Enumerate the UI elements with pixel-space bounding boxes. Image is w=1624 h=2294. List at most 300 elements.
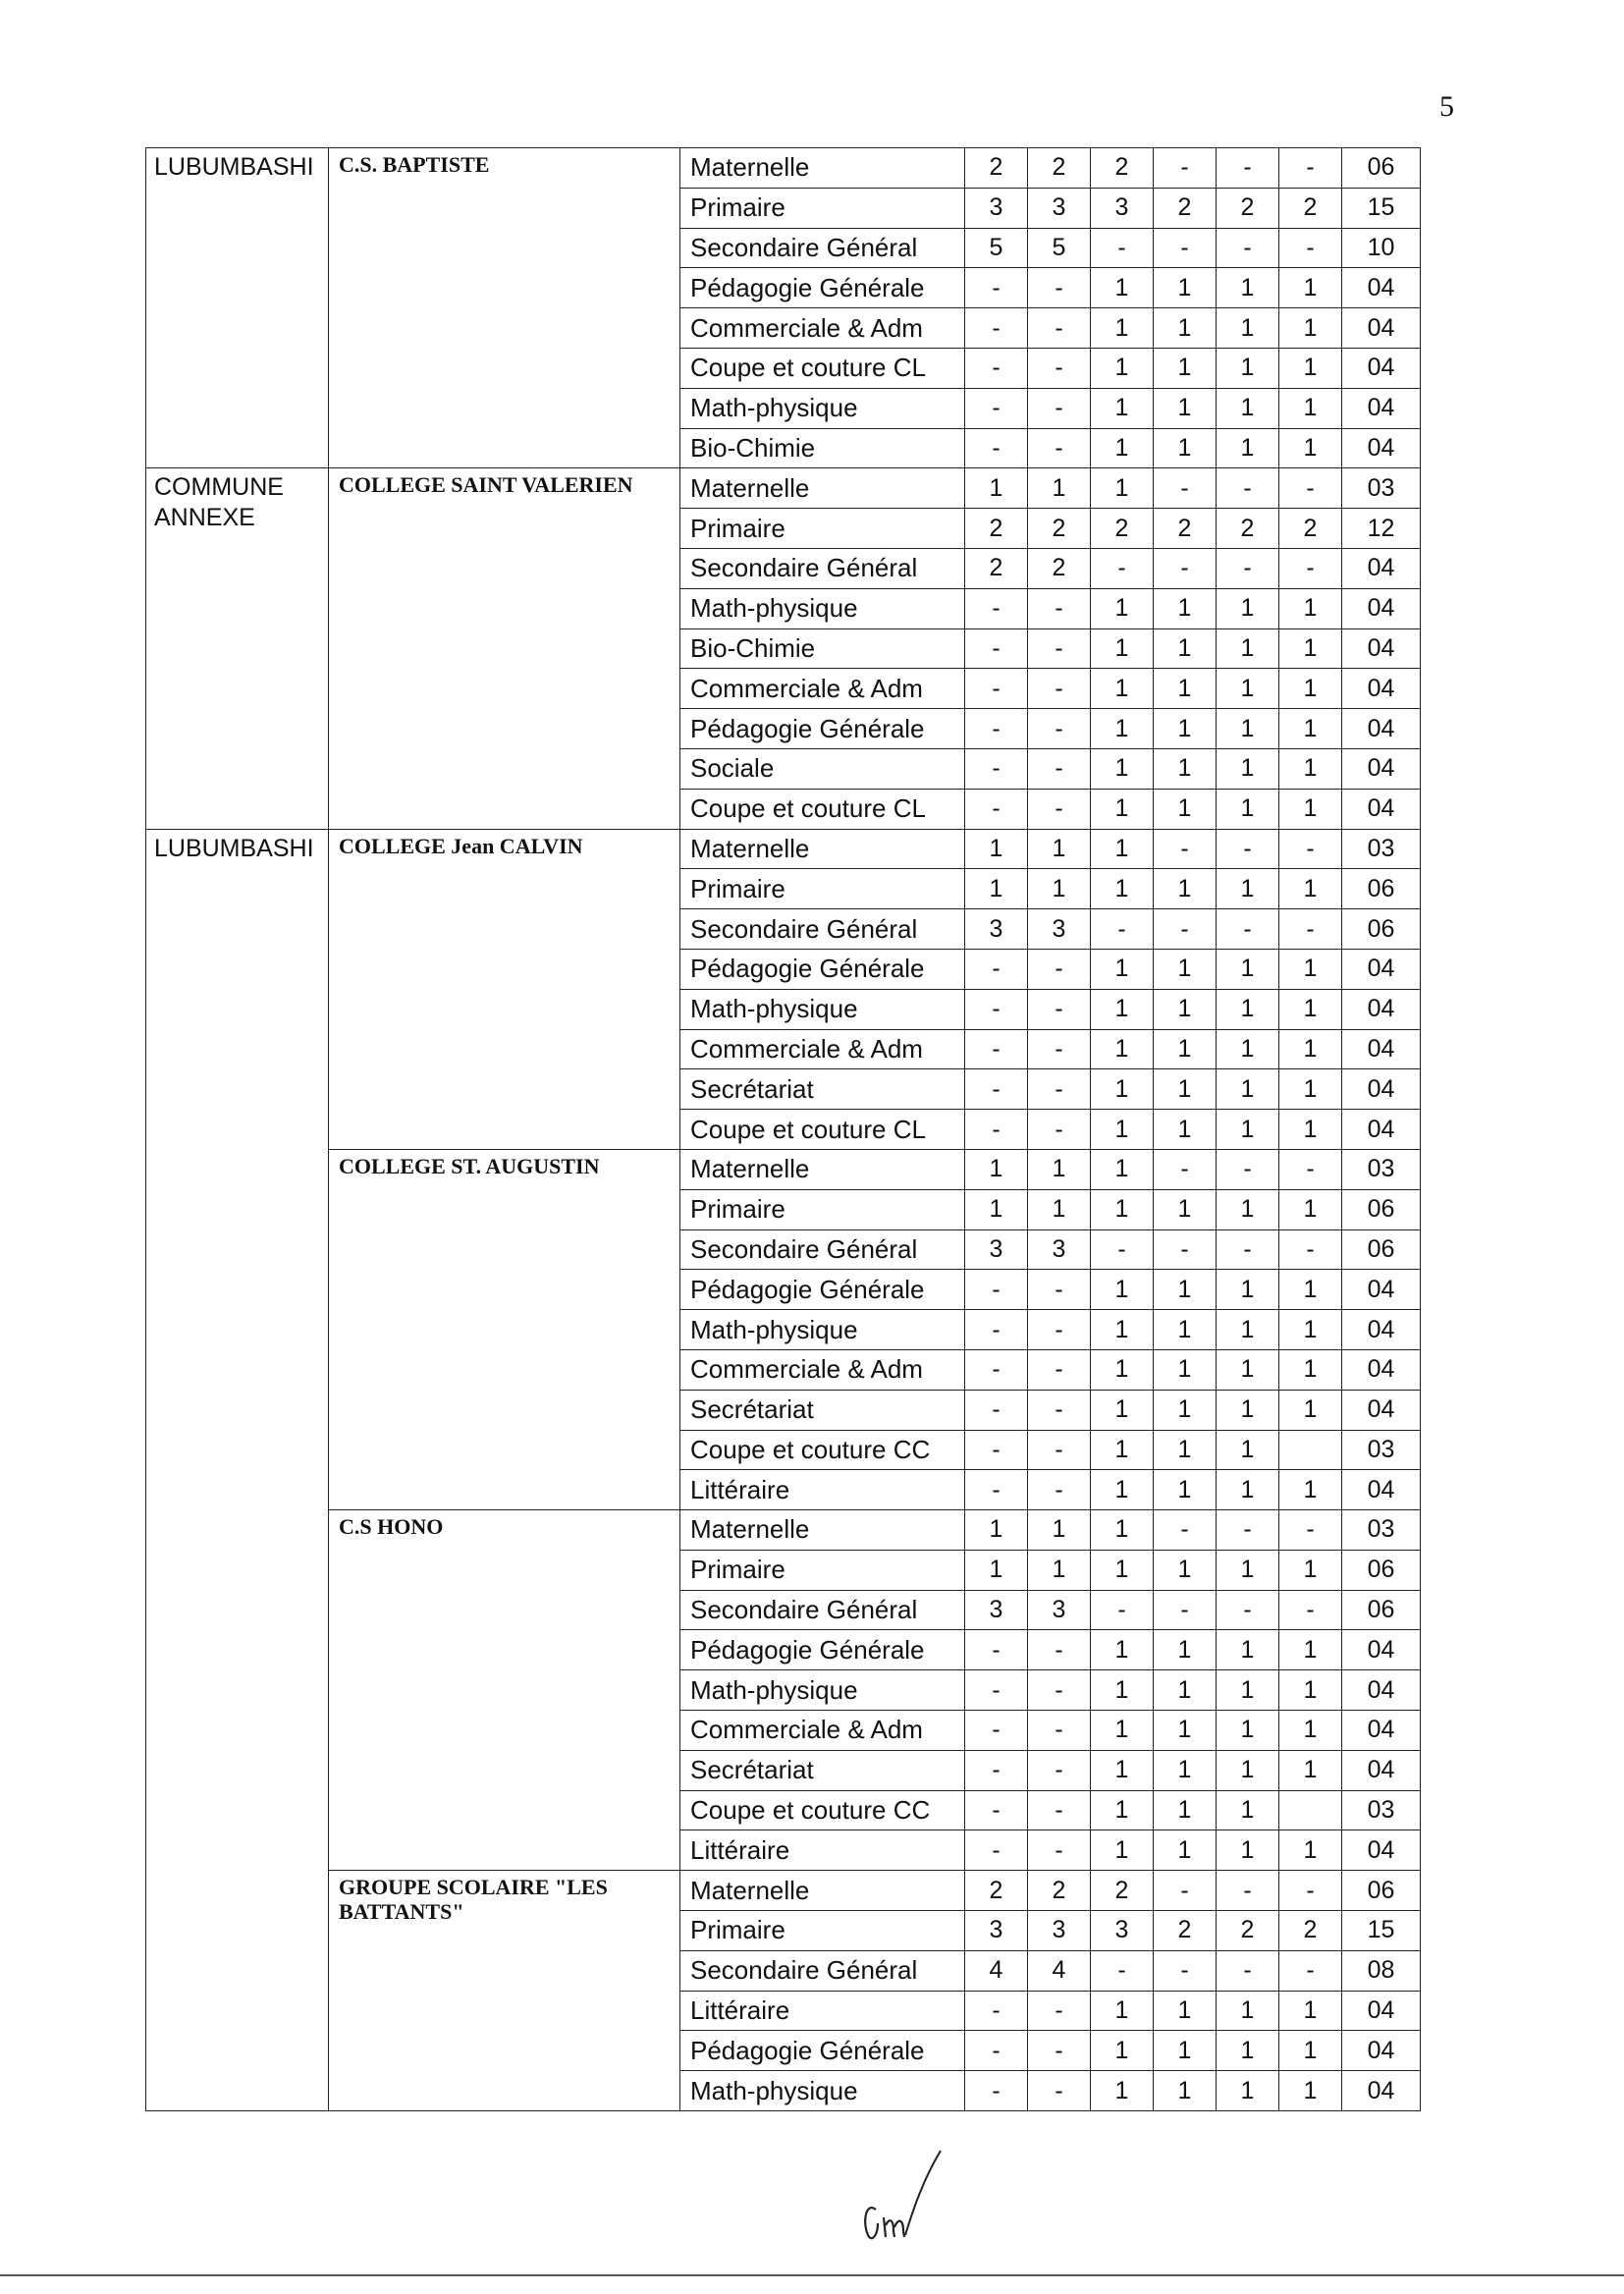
total-cell: 04: [1342, 1830, 1421, 1871]
value-cell: 1: [1028, 468, 1091, 509]
total-cell: 04: [1342, 748, 1421, 789]
value-cell: 2: [965, 548, 1028, 588]
value-cell: 1: [1091, 1149, 1154, 1189]
school-cell: C.S. BAPTISTE: [329, 148, 680, 468]
value-cell: -: [1279, 148, 1342, 189]
value-cell: -: [1217, 468, 1279, 509]
value-cell: 1: [1154, 1390, 1217, 1430]
option-cell: Coupe et couture CL: [680, 789, 965, 829]
value-cell: 1: [1154, 1550, 1217, 1590]
value-cell: 1: [1279, 989, 1342, 1029]
value-cell: 1: [1154, 1711, 1217, 1751]
value-cell: 1: [1217, 789, 1279, 829]
option-cell: Commerciale & Adm: [680, 1711, 965, 1751]
value-cell: 1: [1154, 1830, 1217, 1871]
total-cell: 04: [1342, 1029, 1421, 1069]
value-cell: 1: [1154, 1189, 1217, 1229]
total-cell: 04: [1342, 1349, 1421, 1390]
value-cell: 1: [1154, 428, 1217, 468]
value-cell: 1: [1279, 949, 1342, 989]
value-cell: -: [965, 1750, 1028, 1790]
value-cell: 1: [1217, 588, 1279, 628]
total-cell: 04: [1342, 628, 1421, 669]
total-cell: 04: [1342, 949, 1421, 989]
value-cell: 1: [965, 1510, 1028, 1551]
value-cell: 2: [1279, 188, 1342, 228]
total-cell: 06: [1342, 1871, 1421, 1911]
option-cell: Secondaire Général: [680, 1229, 965, 1270]
value-cell: -: [1028, 2071, 1091, 2111]
option-cell: Maternelle: [680, 1510, 965, 1551]
value-cell: -: [1028, 2031, 1091, 2071]
value-cell: 1: [1091, 869, 1154, 909]
value-cell: -: [1028, 1390, 1091, 1430]
total-cell: 03: [1342, 1149, 1421, 1189]
value-cell: 1: [1028, 869, 1091, 909]
value-cell: 3: [1028, 909, 1091, 950]
value-cell: 1: [1279, 1750, 1342, 1790]
value-cell: -: [965, 1630, 1028, 1670]
total-cell: 04: [1342, 2031, 1421, 2071]
value-cell: 1: [1091, 1310, 1154, 1350]
value-cell: 1: [1154, 748, 1217, 789]
option-cell: Primaire: [680, 869, 965, 909]
option-cell: Primaire: [680, 509, 965, 549]
value-cell: 1: [1091, 1630, 1154, 1670]
option-cell: Secrétariat: [680, 1069, 965, 1110]
value-cell: 1: [1217, 1430, 1279, 1470]
option-cell: Bio-Chimie: [680, 428, 965, 468]
value-cell: -: [1028, 1349, 1091, 1390]
option-cell: Secondaire Général: [680, 1950, 965, 1991]
value-cell: 5: [965, 228, 1028, 268]
value-cell: 1: [1154, 989, 1217, 1029]
value-cell: -: [1028, 1630, 1091, 1670]
value-cell: 4: [1028, 1950, 1091, 1991]
value-cell: -: [1028, 1310, 1091, 1350]
value-cell: 1: [1217, 388, 1279, 428]
value-cell: 4: [965, 1950, 1028, 1991]
value-cell: [1279, 1790, 1342, 1830]
value-cell: 1: [1217, 1991, 1279, 2031]
value-cell: -: [1028, 428, 1091, 468]
value-cell: 2: [1217, 188, 1279, 228]
value-cell: 3: [965, 909, 1028, 950]
value-cell: -: [1028, 1750, 1091, 1790]
total-cell: 04: [1342, 548, 1421, 588]
value-cell: 2: [965, 1871, 1028, 1911]
value-cell: 1: [1217, 1189, 1279, 1229]
value-cell: -: [1028, 1711, 1091, 1751]
value-cell: -: [965, 308, 1028, 349]
total-cell: 08: [1342, 1950, 1421, 1991]
value-cell: 1: [1091, 348, 1154, 388]
option-cell: Maternelle: [680, 1149, 965, 1189]
value-cell: 1: [1091, 1991, 1154, 2031]
value-cell: -: [1154, 1149, 1217, 1189]
value-cell: 1: [1091, 628, 1154, 669]
value-cell: 1: [1217, 1310, 1279, 1350]
option-cell: Secondaire Général: [680, 228, 965, 268]
value-cell: 1: [1154, 869, 1217, 909]
value-cell: 1: [1091, 1189, 1154, 1229]
value-cell: -: [1217, 829, 1279, 869]
value-cell: -: [1091, 1229, 1154, 1270]
value-cell: -: [1028, 789, 1091, 829]
total-cell: 15: [1342, 188, 1421, 228]
total-cell: 04: [1342, 1390, 1421, 1430]
value-cell: 2: [1154, 188, 1217, 228]
value-cell: -: [1091, 228, 1154, 268]
total-cell: 04: [1342, 1270, 1421, 1310]
option-cell: Primaire: [680, 1911, 965, 1951]
value-cell: 1: [1217, 1470, 1279, 1510]
value-cell: -: [965, 748, 1028, 789]
value-cell: 1: [1279, 1470, 1342, 1510]
page-number: 5: [1439, 90, 1454, 123]
option-cell: Maternelle: [680, 1871, 965, 1911]
footer-rule: [0, 2274, 1624, 2276]
value-cell: -: [1028, 1470, 1091, 1510]
value-cell: -: [1217, 1229, 1279, 1270]
value-cell: -: [1154, 829, 1217, 869]
value-cell: -: [1091, 1950, 1154, 1991]
total-cell: 04: [1342, 428, 1421, 468]
value-cell: 1: [1154, 709, 1217, 749]
value-cell: 1: [1091, 1790, 1154, 1830]
total-cell: 04: [1342, 1670, 1421, 1711]
value-cell: -: [1279, 909, 1342, 950]
option-cell: Math-physique: [680, 989, 965, 1029]
total-cell: 03: [1342, 1510, 1421, 1551]
total-cell: 06: [1342, 1550, 1421, 1590]
value-cell: -: [1028, 308, 1091, 349]
option-cell: Commerciale & Adm: [680, 1029, 965, 1069]
value-cell: -: [1154, 148, 1217, 189]
value-cell: 2: [965, 509, 1028, 549]
school-cell: C.S HONO: [329, 1510, 680, 1871]
value-cell: 1: [1091, 949, 1154, 989]
total-cell: 03: [1342, 1790, 1421, 1830]
value-cell: 1: [1279, 669, 1342, 709]
value-cell: -: [1279, 1590, 1342, 1630]
value-cell: 1: [1217, 2031, 1279, 2071]
value-cell: 1: [1028, 1510, 1091, 1551]
value-cell: -: [1028, 989, 1091, 1029]
value-cell: 1: [1154, 1470, 1217, 1510]
value-cell: 1: [1154, 1110, 1217, 1150]
value-cell: -: [1279, 468, 1342, 509]
value-cell: -: [1028, 268, 1091, 308]
option-cell: Sociale: [680, 748, 965, 789]
table-row: [146, 1149, 1421, 1189]
value-cell: -: [1028, 628, 1091, 669]
total-cell: 04: [1342, 588, 1421, 628]
value-cell: -: [1217, 148, 1279, 189]
value-cell: -: [965, 1110, 1028, 1150]
value-cell: 1: [1217, 1069, 1279, 1110]
value-cell: -: [1279, 1149, 1342, 1189]
value-cell: -: [1154, 1229, 1217, 1270]
value-cell: -: [965, 2071, 1028, 2111]
total-cell: 04: [1342, 989, 1421, 1029]
value-cell: 1: [1217, 869, 1279, 909]
option-cell: Math-physique: [680, 1310, 965, 1350]
table-row: [146, 829, 1421, 869]
value-cell: 1: [1279, 628, 1342, 669]
value-cell: 1: [1154, 348, 1217, 388]
total-cell: 04: [1342, 388, 1421, 428]
school-cell: COLLEGE ST. AUGUSTIN: [329, 1149, 680, 1509]
value-cell: 2: [1091, 1871, 1154, 1911]
value-cell: -: [1028, 1069, 1091, 1110]
value-cell: 1: [1154, 628, 1217, 669]
value-cell: 1: [1217, 1029, 1279, 1069]
value-cell: 1: [1091, 789, 1154, 829]
value-cell: 1: [1279, 1349, 1342, 1390]
value-cell: -: [1154, 228, 1217, 268]
value-cell: 1: [1091, 709, 1154, 749]
value-cell: 1: [1091, 2071, 1154, 2111]
value-cell: -: [1279, 228, 1342, 268]
value-cell: -: [1154, 468, 1217, 509]
value-cell: 1: [1091, 2031, 1154, 2071]
value-cell: -: [965, 989, 1028, 1029]
option-cell: Pédagogie Générale: [680, 1270, 965, 1310]
value-cell: 1: [1279, 1830, 1342, 1871]
schools-table: [145, 147, 1421, 2111]
value-cell: -: [965, 1991, 1028, 2031]
total-cell: 06: [1342, 909, 1421, 950]
value-cell: -: [965, 1310, 1028, 1350]
value-cell: 2: [1028, 548, 1091, 588]
value-cell: 1: [1091, 468, 1154, 509]
value-cell: 3: [1028, 1229, 1091, 1270]
value-cell: 1: [1154, 1069, 1217, 1110]
option-cell: Littéraire: [680, 1830, 965, 1871]
value-cell: -: [965, 1670, 1028, 1711]
total-cell: 15: [1342, 1911, 1421, 1951]
value-cell: -: [965, 628, 1028, 669]
value-cell: 3: [1091, 188, 1154, 228]
option-cell: Secrétariat: [680, 1390, 965, 1430]
value-cell: -: [1217, 1510, 1279, 1551]
option-cell: Maternelle: [680, 148, 965, 189]
value-cell: -: [1028, 348, 1091, 388]
total-cell: 04: [1342, 308, 1421, 349]
value-cell: 2: [1028, 148, 1091, 189]
value-cell: -: [965, 348, 1028, 388]
value-cell: 1: [1091, 1670, 1154, 1711]
value-cell: 1: [1154, 388, 1217, 428]
school-cell: COLLEGE Jean CALVIN: [329, 829, 680, 1149]
table-row: [146, 1871, 1421, 1911]
value-cell: 1: [1091, 1430, 1154, 1470]
total-cell: 04: [1342, 268, 1421, 308]
value-cell: 3: [1028, 1590, 1091, 1630]
total-cell: 10: [1342, 228, 1421, 268]
value-cell: 1: [1154, 789, 1217, 829]
option-cell: Littéraire: [680, 1991, 965, 2031]
value-cell: 1: [1279, 1029, 1342, 1069]
value-cell: 1: [1091, 1510, 1154, 1551]
value-cell: -: [1091, 548, 1154, 588]
option-cell: Commerciale & Adm: [680, 1349, 965, 1390]
value-cell: 1: [1091, 588, 1154, 628]
value-cell: 1: [1279, 709, 1342, 749]
value-cell: -: [1028, 1670, 1091, 1711]
option-cell: Pédagogie Générale: [680, 268, 965, 308]
value-cell: -: [1154, 548, 1217, 588]
value-cell: 3: [965, 188, 1028, 228]
value-cell: 1: [1028, 1149, 1091, 1189]
value-cell: -: [1217, 909, 1279, 950]
value-cell: 1: [1154, 1349, 1217, 1390]
value-cell: 1: [1154, 1750, 1217, 1790]
value-cell: 1: [1028, 1550, 1091, 1590]
table-row: [146, 468, 1421, 509]
value-cell: 1: [1091, 1349, 1154, 1390]
option-cell: Secrétariat: [680, 1750, 965, 1790]
signature-mark: [844, 2141, 982, 2249]
total-cell: 06: [1342, 1229, 1421, 1270]
value-cell: 1: [1217, 1390, 1279, 1430]
value-cell: 1: [1154, 1790, 1217, 1830]
value-cell: 1: [1154, 1630, 1217, 1670]
value-cell: -: [1028, 1430, 1091, 1470]
value-cell: -: [1154, 1871, 1217, 1911]
value-cell: 3: [965, 1229, 1028, 1270]
value-cell: 1: [1154, 1029, 1217, 1069]
value-cell: 1: [1154, 1991, 1217, 2031]
value-cell: 2: [1217, 509, 1279, 549]
option-cell: Math-physique: [680, 388, 965, 428]
option-cell: Pédagogie Générale: [680, 709, 965, 749]
value-cell: 1: [1279, 1189, 1342, 1229]
value-cell: -: [1091, 1590, 1154, 1630]
value-cell: -: [1154, 1950, 1217, 1991]
value-cell: -: [965, 669, 1028, 709]
value-cell: 1: [1154, 1430, 1217, 1470]
value-cell: -: [1028, 949, 1091, 989]
value-cell: 5: [1028, 228, 1091, 268]
value-cell: 3: [965, 1911, 1028, 1951]
value-cell: 2: [965, 148, 1028, 189]
value-cell: -: [965, 1029, 1028, 1069]
value-cell: -: [965, 2031, 1028, 2071]
value-cell: 1: [1279, 1630, 1342, 1670]
value-cell: 1: [1217, 1110, 1279, 1150]
value-cell: -: [965, 1790, 1028, 1830]
total-cell: 04: [1342, 789, 1421, 829]
value-cell: -: [1028, 588, 1091, 628]
option-cell: Commerciale & Adm: [680, 669, 965, 709]
value-cell: 1: [1154, 308, 1217, 349]
value-cell: -: [965, 789, 1028, 829]
total-cell: 12: [1342, 509, 1421, 549]
option-cell: Coupe et couture CC: [680, 1790, 965, 1830]
value-cell: 1: [1091, 1390, 1154, 1430]
value-cell: -: [1028, 1991, 1091, 2031]
value-cell: -: [1217, 1950, 1279, 1991]
value-cell: -: [965, 1830, 1028, 1871]
value-cell: 1: [1154, 669, 1217, 709]
value-cell: 1: [1217, 1670, 1279, 1711]
value-cell: 1: [1091, 1470, 1154, 1510]
value-cell: -: [965, 1711, 1028, 1751]
value-cell: 3: [1028, 188, 1091, 228]
value-cell: 1: [1154, 1310, 1217, 1350]
value-cell: 1: [1217, 1750, 1279, 1790]
value-cell: -: [965, 1069, 1028, 1110]
value-cell: 1: [1279, 869, 1342, 909]
value-cell: -: [965, 428, 1028, 468]
value-cell: 1: [1279, 268, 1342, 308]
value-cell: 1: [965, 829, 1028, 869]
value-cell: [1279, 1430, 1342, 1470]
table-row: [146, 1510, 1421, 1551]
total-cell: 03: [1342, 829, 1421, 869]
value-cell: 1: [1217, 1550, 1279, 1590]
option-cell: Coupe et couture CC: [680, 1430, 965, 1470]
value-cell: 1: [1091, 1069, 1154, 1110]
value-cell: -: [1028, 1830, 1091, 1871]
value-cell: 3: [1091, 1911, 1154, 1951]
value-cell: -: [1217, 1149, 1279, 1189]
total-cell: 04: [1342, 1630, 1421, 1670]
option-cell: Littéraire: [680, 1470, 965, 1510]
value-cell: 1: [965, 468, 1028, 509]
value-cell: -: [1217, 1590, 1279, 1630]
option-cell: Primaire: [680, 1189, 965, 1229]
value-cell: 1: [1091, 1830, 1154, 1871]
value-cell: 1: [1091, 1750, 1154, 1790]
total-cell: 04: [1342, 1711, 1421, 1751]
value-cell: 1: [1279, 1991, 1342, 2031]
value-cell: 1: [1217, 1790, 1279, 1830]
total-cell: 04: [1342, 1750, 1421, 1790]
total-cell: 03: [1342, 1430, 1421, 1470]
option-cell: Maternelle: [680, 829, 965, 869]
option-cell: Math-physique: [680, 588, 965, 628]
option-cell: Primaire: [680, 1550, 965, 1590]
value-cell: -: [1279, 1229, 1342, 1270]
value-cell: 1: [1154, 588, 1217, 628]
value-cell: 1: [1091, 1550, 1154, 1590]
value-cell: -: [965, 1349, 1028, 1390]
value-cell: -: [1279, 829, 1342, 869]
value-cell: 1: [1279, 348, 1342, 388]
value-cell: -: [1028, 1790, 1091, 1830]
value-cell: -: [965, 1270, 1028, 1310]
value-cell: 1: [1279, 789, 1342, 829]
value-cell: -: [1279, 1510, 1342, 1551]
option-cell: Coupe et couture CL: [680, 1110, 965, 1150]
total-cell: 06: [1342, 148, 1421, 189]
value-cell: 1: [1091, 669, 1154, 709]
value-cell: 1: [1217, 989, 1279, 1029]
value-cell: -: [1279, 548, 1342, 588]
value-cell: 2: [1154, 1911, 1217, 1951]
value-cell: -: [1279, 1871, 1342, 1911]
value-cell: 1: [1217, 1830, 1279, 1871]
option-cell: Coupe et couture CL: [680, 348, 965, 388]
value-cell: -: [1217, 1871, 1279, 1911]
value-cell: 1: [1279, 588, 1342, 628]
option-cell: Secondaire Général: [680, 548, 965, 588]
value-cell: 1: [1028, 1189, 1091, 1229]
option-cell: Secondaire Général: [680, 909, 965, 950]
